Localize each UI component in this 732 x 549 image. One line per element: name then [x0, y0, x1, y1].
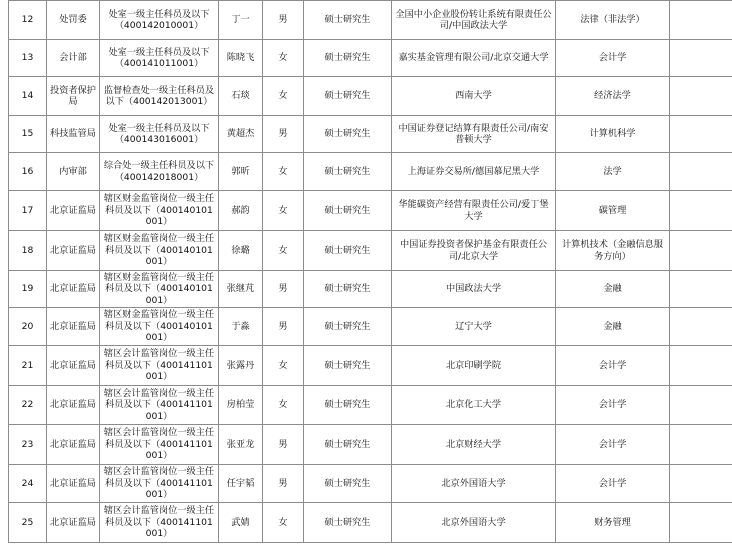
row-number: 23	[9, 425, 47, 465]
empty-cell	[670, 77, 732, 116]
row-number: 15	[9, 116, 47, 153]
education: 硕士研究生	[304, 465, 392, 503]
major: 财务管理	[556, 503, 670, 543]
department: 北京证监局	[47, 503, 100, 543]
gender: 男	[263, 271, 304, 308]
department: 北京证监局	[47, 465, 100, 503]
position: 辖区会计监管岗位一级主任科员及以下（400141101001）	[100, 386, 219, 425]
school-employer: 华能碳资产经营有限责任公司/爱丁堡大学	[392, 191, 556, 231]
row-number: 12	[9, 1, 47, 40]
department: 北京证监局	[47, 308, 100, 346]
candidate-list-sheet	[8, 0, 732, 543]
candidate-name: 张继芃	[219, 271, 263, 308]
major: 金融	[556, 271, 670, 308]
position: 辖区财金监管岗位一级主任科员及以下（400140101001）	[100, 191, 219, 231]
position: 辖区会计监管岗位一级主任科员及以下（400141101001）	[100, 465, 219, 503]
table-row	[9, 231, 732, 271]
major: 碳管理	[556, 191, 670, 231]
candidate-name: 张露丹	[219, 346, 263, 386]
education: 硕士研究生	[304, 77, 392, 116]
school-employer: 中国证券投资者保护基金有限责任公司/北京大学	[392, 231, 556, 271]
school-employer: 北京财经大学	[392, 425, 556, 465]
education: 硕士研究生	[304, 116, 392, 153]
major: 会计学	[556, 346, 670, 386]
empty-cell	[670, 116, 732, 153]
row-number: 20	[9, 308, 47, 346]
major: 法学	[556, 153, 670, 191]
table-row	[9, 40, 732, 77]
empty-cell	[670, 231, 732, 271]
education: 硕士研究生	[304, 231, 392, 271]
education: 硕士研究生	[304, 1, 392, 40]
gender: 女	[263, 40, 304, 77]
school-employer: 嘉实基金管理有限公司/北京交通大学	[392, 40, 556, 77]
position: 处室一级主任科员及以下（400141011001）	[100, 40, 219, 77]
department: 北京证监局	[47, 386, 100, 425]
school-employer: 北京印刷学院	[392, 346, 556, 386]
empty-cell	[670, 271, 732, 308]
position: 辖区财金监管岗位一级主任科员及以下（400140101001）	[100, 308, 219, 346]
major: 经济法学	[556, 77, 670, 116]
row-number: 21	[9, 346, 47, 386]
education: 硕士研究生	[304, 191, 392, 231]
candidate-name: 徐璐	[219, 231, 263, 271]
table-row	[9, 346, 732, 386]
position: 综合处一级主任科员及以下（400142018001）	[100, 153, 219, 191]
gender: 男	[263, 308, 304, 346]
candidate-name: 武婧	[219, 503, 263, 543]
candidate-name: 郝韵	[219, 191, 263, 231]
candidate-name: 房柏莹	[219, 386, 263, 425]
education: 硕士研究生	[304, 308, 392, 346]
table-row	[9, 308, 732, 346]
gender: 女	[263, 386, 304, 425]
table-row	[9, 503, 732, 543]
row-number: 14	[9, 77, 47, 116]
table-row	[9, 271, 732, 308]
position: 处室一级主任科员及以下（400142010001）	[100, 1, 219, 40]
department: 投资者保护局	[47, 77, 100, 116]
row-number: 16	[9, 153, 47, 191]
position: 辖区会计监管岗位一级主任科员及以下（400141101001）	[100, 425, 219, 465]
school-employer: 中国证券登记结算有限责任公司/南安普顿大学	[392, 116, 556, 153]
major: 计算机科学	[556, 116, 670, 153]
candidate-name: 张亚龙	[219, 425, 263, 465]
position: 辖区会计监管岗位一级主任科员及以下（400141101001）	[100, 346, 219, 386]
row-number: 18	[9, 231, 47, 271]
row-number: 25	[9, 503, 47, 543]
department: 内审部	[47, 153, 100, 191]
position: 辖区会计监管岗位一级主任科员及以下（400141101001）	[100, 503, 219, 543]
school-employer: 全国中小企业股份转让系统有限责任公司/中国政法大学	[392, 1, 556, 40]
empty-cell	[670, 153, 732, 191]
gender: 女	[263, 191, 304, 231]
major: 金融	[556, 308, 670, 346]
major: 计算机技术（金融信息服务方向）	[556, 231, 670, 271]
education: 硕士研究生	[304, 346, 392, 386]
table-row	[9, 191, 732, 231]
gender: 男	[263, 425, 304, 465]
education: 硕士研究生	[304, 153, 392, 191]
department: 北京证监局	[47, 346, 100, 386]
major: 法律（非法学）	[556, 1, 670, 40]
school-employer: 辽宁大学	[392, 308, 556, 346]
gender: 女	[263, 77, 304, 116]
table-row	[9, 116, 732, 153]
row-number: 24	[9, 465, 47, 503]
position: 辖区财金监管岗位一级主任科员及以下（400140101001）	[100, 231, 219, 271]
major: 会计学	[556, 40, 670, 77]
department: 科技监管局	[47, 116, 100, 153]
empty-cell	[670, 191, 732, 231]
department: 北京证监局	[47, 191, 100, 231]
department: 北京证监局	[47, 425, 100, 465]
candidate-name: 于淼	[219, 308, 263, 346]
candidate-name: 丁一	[219, 1, 263, 40]
empty-cell	[670, 465, 732, 503]
education: 硕士研究生	[304, 503, 392, 543]
education: 硕士研究生	[304, 40, 392, 77]
school-employer: 北京化工大学	[392, 386, 556, 425]
empty-cell	[670, 425, 732, 465]
table-row	[9, 425, 732, 465]
empty-cell	[670, 503, 732, 543]
school-employer: 北京外国语大学	[392, 465, 556, 503]
empty-cell	[670, 40, 732, 77]
education: 硕士研究生	[304, 386, 392, 425]
position: 辖区财金监管岗位一级主任科员及以下（400140101001）	[100, 271, 219, 308]
major: 会计学	[556, 425, 670, 465]
candidate-name: 陈晓飞	[219, 40, 263, 77]
department: 会计部	[47, 40, 100, 77]
empty-cell	[670, 308, 732, 346]
candidate-name: 石琰	[219, 77, 263, 116]
education: 硕士研究生	[304, 271, 392, 308]
major: 会计学	[556, 386, 670, 425]
education: 硕士研究生	[304, 425, 392, 465]
gender: 男	[263, 465, 304, 503]
empty-cell	[670, 386, 732, 425]
gender: 女	[263, 503, 304, 543]
school-employer: 中国政法大学	[392, 271, 556, 308]
major: 会计学	[556, 465, 670, 503]
candidate-name: 任宇韬	[219, 465, 263, 503]
row-number: 19	[9, 271, 47, 308]
row-number: 22	[9, 386, 47, 425]
gender: 女	[263, 153, 304, 191]
department: 处罚委	[47, 1, 100, 40]
position: 处室一级主任科员及以下（400143016001）	[100, 116, 219, 153]
gender: 女	[263, 231, 304, 271]
row-number: 13	[9, 40, 47, 77]
position: 监督检查处一级主任科员及以下（400142013001）	[100, 77, 219, 116]
school-employer: 北京外国语大学	[392, 503, 556, 543]
department: 北京证监局	[47, 271, 100, 308]
table-row	[9, 153, 732, 191]
gender: 女	[263, 346, 304, 386]
candidate-name: 黄超杰	[219, 116, 263, 153]
candidate-table	[8, 0, 732, 543]
school-employer: 上海证券交易所/德国慕尼黑大学	[392, 153, 556, 191]
empty-cell	[670, 1, 732, 40]
table-row	[9, 77, 732, 116]
gender: 男	[263, 116, 304, 153]
candidate-name: 郭昕	[219, 153, 263, 191]
row-number: 17	[9, 191, 47, 231]
table-row	[9, 1, 732, 40]
department: 北京证监局	[47, 231, 100, 271]
table-row	[9, 465, 732, 503]
gender: 男	[263, 1, 304, 40]
empty-cell	[670, 346, 732, 386]
table-row	[9, 386, 732, 425]
school-employer: 西南大学	[392, 77, 556, 116]
